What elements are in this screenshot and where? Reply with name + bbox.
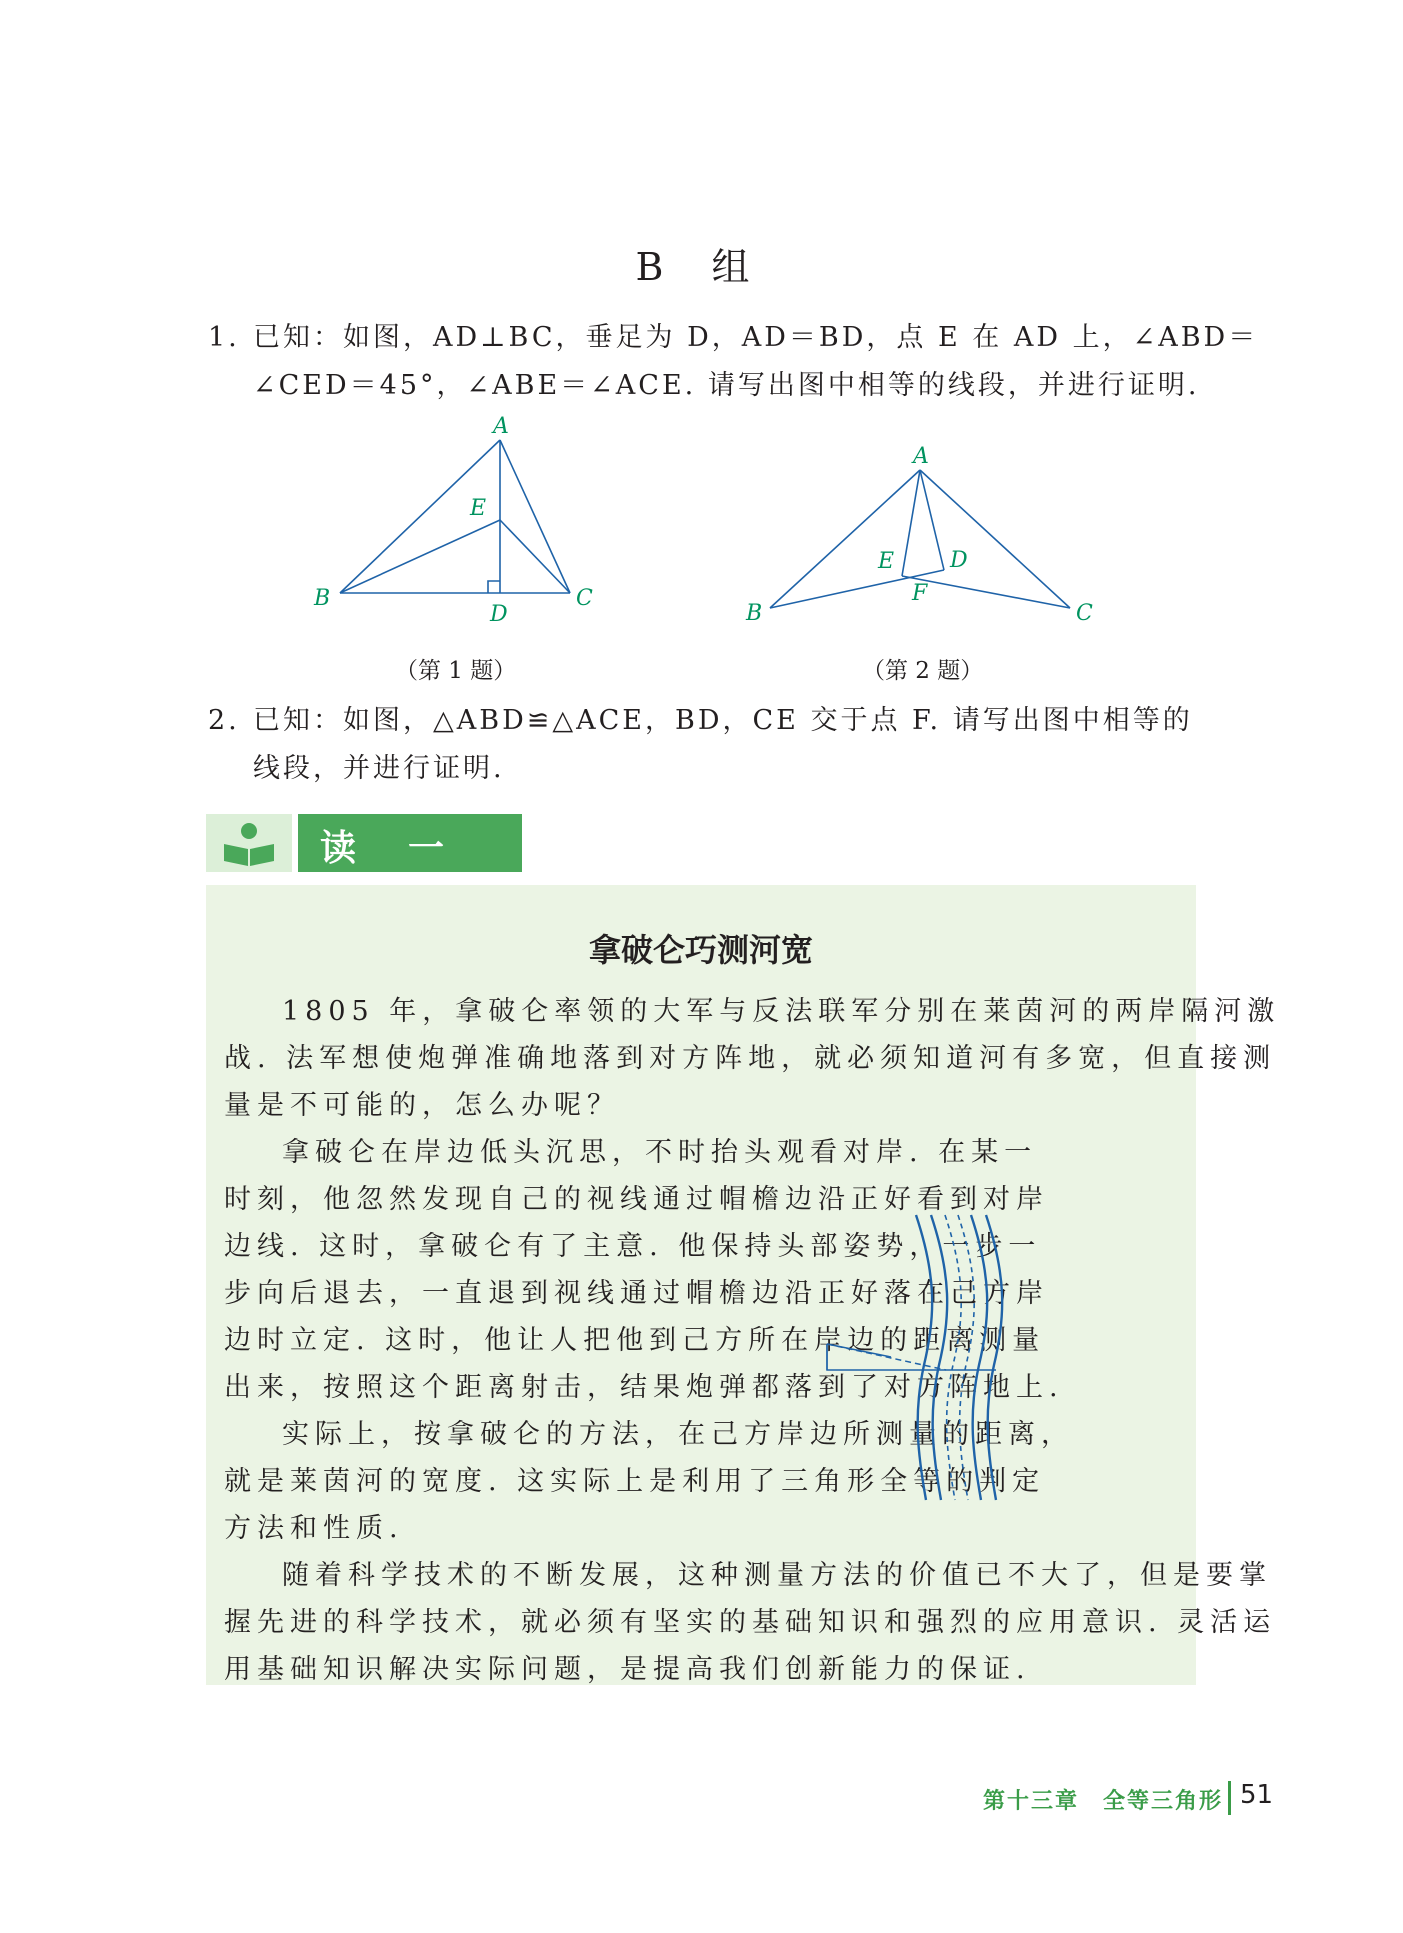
figure-1-caption: （第 1 题） <box>395 658 517 684</box>
paragraph-line: 拿破仑在岸边低头沉思，不时抬头观看对岸. 在某一 <box>282 1137 1038 1168</box>
segment-AC <box>920 470 1070 608</box>
segment-AC <box>500 440 570 593</box>
label-D: D <box>490 602 508 627</box>
label-F: F <box>912 581 928 606</box>
sight-line-solid <box>827 1344 891 1357</box>
paragraph-line: 边线. 这时，拿破仑有了主意. 他保持头部姿势，一步一 <box>224 1231 1042 1262</box>
paragraph-line: 随着科学技术的不断发展，这种测量方法的价值已不大了，但是要掌 <box>282 1560 1272 1591</box>
group-title: B 组 <box>635 245 768 289</box>
reading-panel <box>206 885 1281 1685</box>
label-E: E <box>470 496 487 521</box>
label-A: A <box>493 414 509 439</box>
problem-number: 1. <box>208 322 240 353</box>
segment-AB <box>770 470 920 608</box>
sight-line-base <box>827 1344 996 1370</box>
paragraph-line: 量是不可能的，怎么办呢？ <box>224 1090 620 1121</box>
segment-BE <box>340 520 500 593</box>
label-A: A <box>913 444 929 469</box>
paragraph-line: 1805 年，拿破仑率领的大军与反法联军分别在莱茵河的两岸隔河激 <box>282 996 1281 1027</box>
footer-chapter: 第十三章 全等三角形 <box>982 1789 1223 1814</box>
river-illustration <box>821 1205 1011 1505</box>
paragraph-line: 步向后退去，一直退到视线通过帽檐边沿正好落在己方岸 <box>224 1278 1049 1309</box>
figure-2 <box>740 440 1100 635</box>
label-E: E <box>878 549 895 574</box>
paragraph-line: 实际上，按拿破仑的方法，在己方岸边所测量的距离， <box>282 1419 1074 1450</box>
paragraph-line: 握先进的科学技术，就必须有坚实的基础知识和强烈的应用意识. 灵活运 <box>224 1607 1277 1638</box>
label-B: B <box>746 601 763 626</box>
paragraph-line: 出来，按照这个距离射击，结果炮弹都落到了对方阵地上. <box>224 1372 1064 1403</box>
paragraph-line: 边时立定. 这时，他让人把他到己方所在岸边的距离测量 <box>224 1325 1046 1356</box>
reader-book-icon <box>206 814 292 872</box>
problem-line: 已知：如图，△ABD≌△ACE，BD，CE 交于点 F. 请写出图中相等的 <box>253 705 1193 736</box>
segment-AD <box>920 470 944 570</box>
paragraph-line: 用基础知识解决实际问题，是提高我们创新能力的保证. <box>224 1654 1031 1685</box>
paragraph-1 <box>224 988 1280 1129</box>
paragraph-line: 时刻，他忽然发现自己的视线通过帽檐边沿正好看到对岸 <box>224 1184 1049 1215</box>
footer-divider <box>1228 1781 1231 1815</box>
paragraph-line: 方法和性质. <box>224 1513 404 1544</box>
page-number: 51 <box>1240 1780 1274 1810</box>
reading-section-label: 读一 <box>320 828 497 869</box>
label-D: D <box>950 548 968 573</box>
segment-AE <box>902 470 920 576</box>
problem-line: 已知：如图，AD⊥BC，垂足为 D，AD＝BD，点 E 在 AD 上，∠ABD＝ <box>253 322 1259 353</box>
figure-2-caption: （第 2 题） <box>862 658 984 684</box>
paragraph-line: 战. 法军想使炮弹准确地落到对方阵地，就必须知道河有多宽，但直接测 <box>224 1043 1277 1074</box>
problem-line: ∠CED＝45°，∠ABE＝∠ACE. 请写出图中相等的线段，并进行证明. <box>253 370 1200 401</box>
reading-icon-box <box>206 814 292 872</box>
problem-number: 2. <box>208 705 240 736</box>
right-angle-mark <box>488 581 500 593</box>
paragraph-4 <box>224 1552 1276 1693</box>
label-C: C <box>576 586 593 611</box>
problem-1 <box>208 314 1259 410</box>
label-C: C <box>1076 601 1093 626</box>
problem-line: 线段，并进行证明. <box>253 753 505 784</box>
figure-1 <box>300 410 620 635</box>
segment-EC <box>500 520 570 593</box>
paragraph-line: 就是莱茵河的宽度. 这实际上是利用了三角形全等的判定 <box>224 1466 1046 1497</box>
problem-2 <box>208 697 1208 793</box>
article-title: 拿破仑巧测河宽 <box>588 931 813 969</box>
reading-title-box <box>298 814 522 872</box>
label-B: B <box>314 586 331 611</box>
